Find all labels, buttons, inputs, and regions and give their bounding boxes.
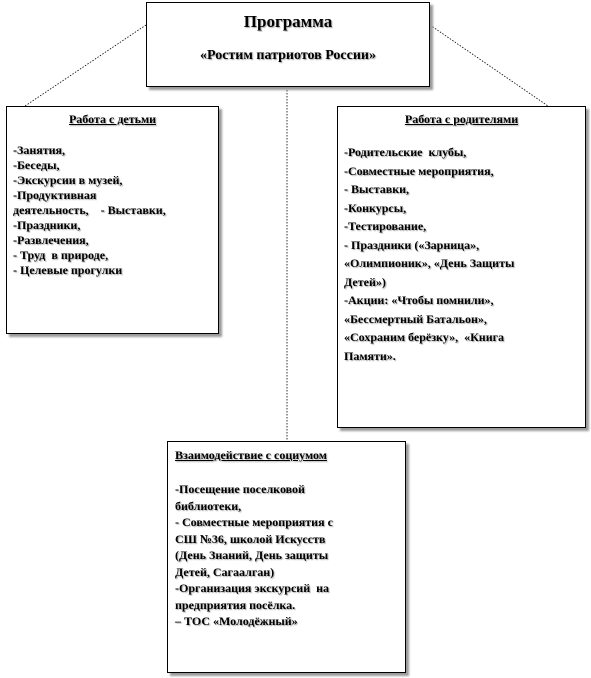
list-item: -Продуктивная — [13, 188, 97, 202]
social-work-box — [167, 441, 406, 673]
list-item: предприятия посёлка. — [175, 597, 296, 612]
list-item: «Сохраним берёзку», «Книга — [344, 330, 505, 344]
list-item: -Конкурсы, — [344, 200, 407, 215]
parents-work-box — [337, 106, 586, 428]
list-item: Памяти». — [344, 348, 396, 363]
list-item: -Экскурсии в музей, — [13, 173, 123, 187]
parents-work-heading: Работа с родителями — [404, 112, 519, 126]
list-item: «Бессмертный Батальон», — [344, 311, 487, 326]
children-work-heading: Работа с детьми — [68, 112, 157, 126]
program-subtitle: «Ростим патриотов России» — [200, 48, 376, 63]
connector-title-to-parents — [430, 25, 548, 106]
children-work-box — [6, 106, 219, 334]
list-item: -Акции: «Чтобы помнили», — [344, 293, 494, 307]
list-item: -Организация экскурсий на — [175, 581, 330, 595]
parents-work-list — [344, 143, 579, 365]
social-work-list — [175, 481, 398, 630]
list-item: - Совместные мероприятия с — [175, 515, 333, 529]
children-work-list — [13, 143, 212, 278]
list-item: библиотеки, — [175, 498, 242, 513]
list-item: -Посещение поселковой — [175, 482, 305, 496]
list-item: Детей, Сагаалган) — [175, 564, 275, 579]
list-item: -Развлечения, — [13, 233, 89, 247]
list-item: -Занятия, — [13, 143, 66, 157]
list-item: СШ №36, школой Искусств — [175, 531, 326, 546]
list-item: - Выставки, — [344, 182, 410, 196]
list-item: - Труд в природе, — [13, 248, 109, 262]
list-item: -Совместные мероприятия, — [344, 163, 494, 178]
list-item: (День Знаний, День защиты — [175, 548, 329, 562]
list-item: -Праздники, — [13, 218, 81, 232]
list-item: -Родительские клубы, — [344, 145, 467, 159]
program-title: Программа — [243, 12, 333, 31]
list-item: – ТОС «Молодёжный» — [175, 614, 298, 628]
list-item: «Олимпионик», «День Защиты — [344, 256, 515, 270]
program-title-box — [146, 2, 430, 87]
list-item: - Целевые прогулки — [13, 263, 123, 277]
connector-title-to-children — [25, 25, 146, 106]
social-work-heading: Взаимодействие с социумом — [175, 448, 327, 462]
list-item: - Праздники («Зарница», — [344, 237, 480, 252]
list-item: -Тестирование, — [344, 219, 427, 233]
list-item: Детей») — [344, 274, 386, 289]
list-item: -Беседы, — [13, 158, 60, 172]
list-item: деятельность, - Выставки, — [13, 203, 166, 217]
